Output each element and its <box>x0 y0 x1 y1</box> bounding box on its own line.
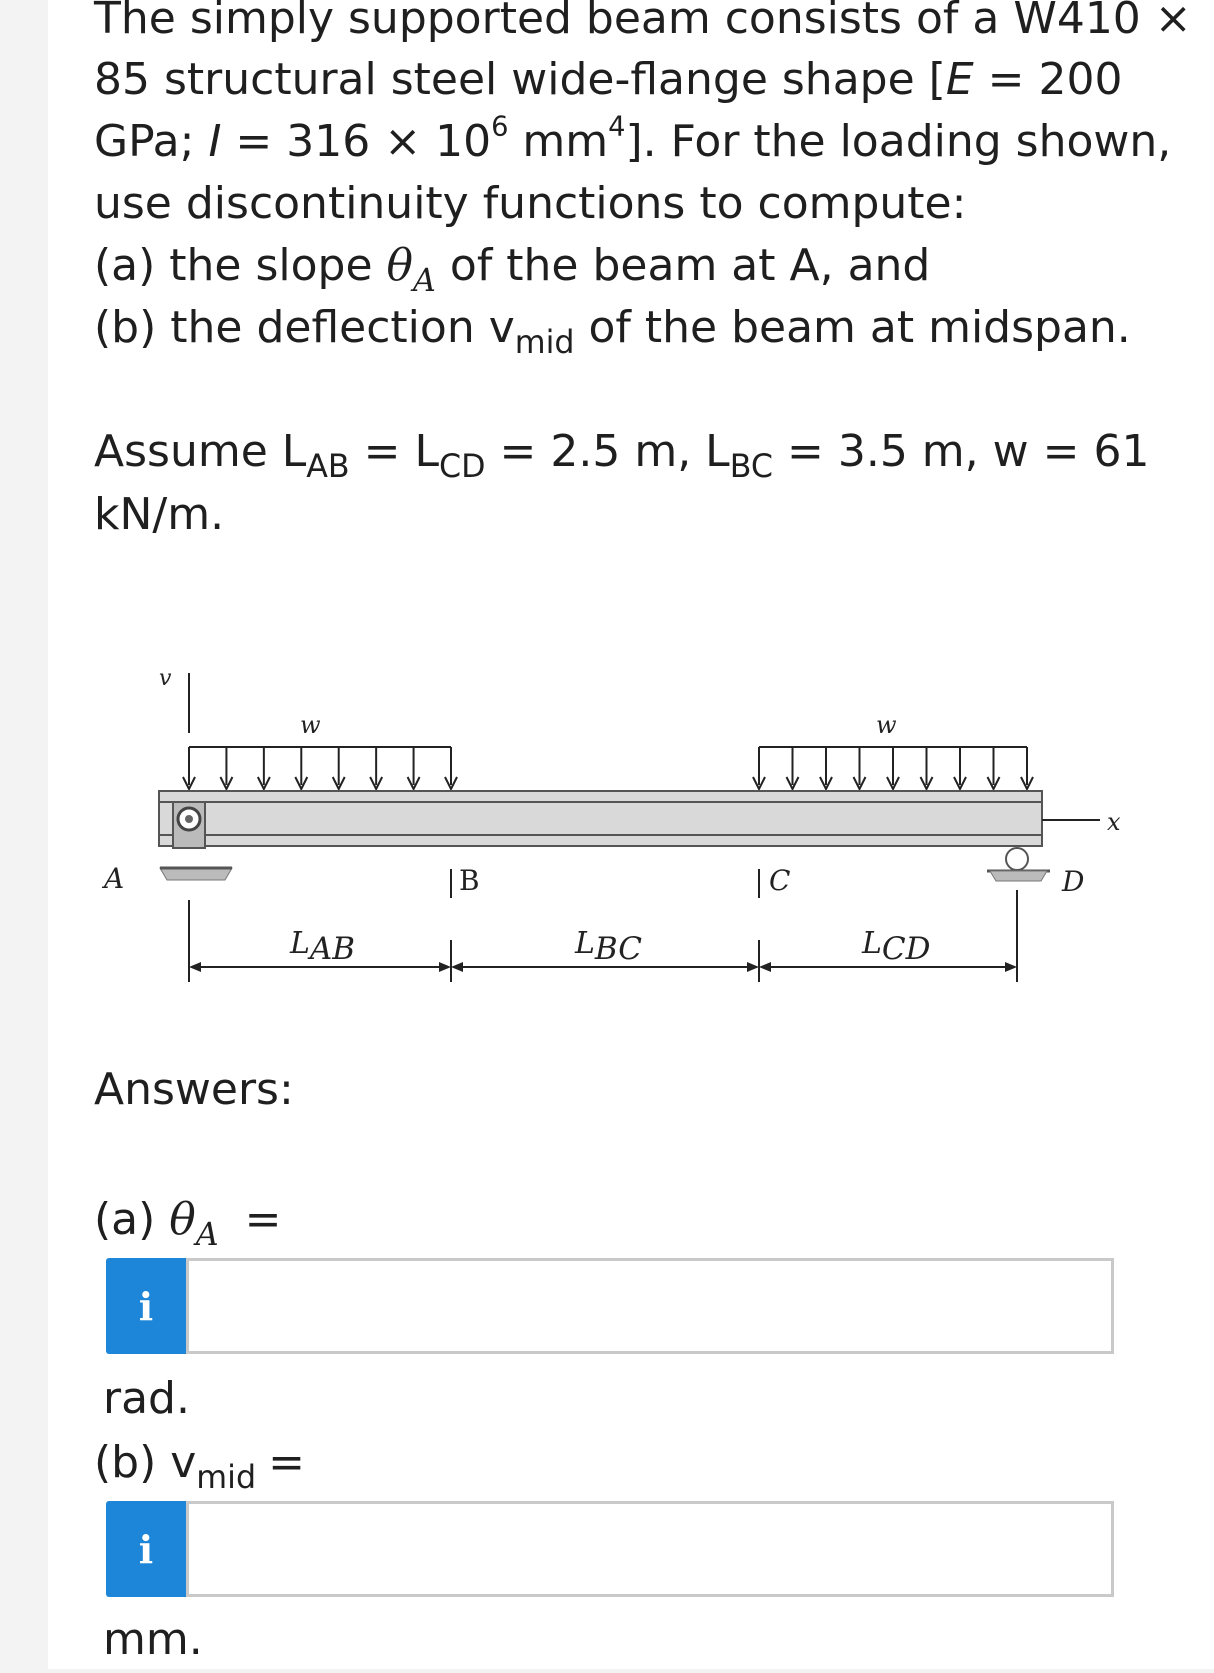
problem-line-2: 85 structural steel wide-flange shape [E = 200 <box>94 54 1123 105</box>
v-label: v <box>159 666 172 691</box>
problem-line-3: GPa; $I = 316 \times 10^6$ $mm^4$]. For the loading shown, <box>94 111 1172 167</box>
answer-b-unit: mm. <box>103 1614 203 1665</box>
dimension-lines <box>189 890 1017 982</box>
dim-label-lbc: LBC <box>575 926 642 967</box>
point-b-marker <box>451 864 480 898</box>
dim-label-lab: LAB <box>290 926 356 967</box>
problem-part-b: (b) the deflection $v_{mid}$ of the beam at midspan. <box>94 302 1131 362</box>
answer-b-row <box>106 1501 1114 1597</box>
x-label: x <box>1107 808 1121 836</box>
info-icon: i <box>138 1526 154 1572</box>
support-label-d: D <box>1062 865 1085 898</box>
answer-a-row <box>106 1258 1114 1354</box>
x-axis <box>1042 808 1121 836</box>
answers-heading: Answers: <box>94 1064 294 1115</box>
info-button-a[interactable] <box>106 1258 186 1354</box>
answer-b-input[interactable] <box>186 1501 1114 1597</box>
assumption-line-1: Assume $L_{AB} = L_{CD} = 2.5$ m, $L_{BC} = 3.5$ m, w = 61 <box>94 426 1150 486</box>
problem-line-1: The simply supported beam consists of a W410 × <box>94 0 1192 44</box>
answer-a-unit: rad. <box>103 1373 190 1424</box>
info-icon: i <box>138 1283 154 1329</box>
roller-support-d <box>987 848 1084 898</box>
problem-line-4: use discontinuity functions to compute: <box>94 178 967 229</box>
load-w-label-1: w <box>300 711 321 739</box>
problem-part-a: (a) the slope $\theta_A$ of the beam at A, and <box>94 240 931 300</box>
answer-a-input[interactable] <box>186 1258 1114 1354</box>
point-c-marker <box>759 864 790 898</box>
dim-label-lcd: LCD <box>862 926 931 967</box>
point-label-b: B <box>459 864 480 897</box>
answer-a-label: (a) $\theta_A$ = <box>94 1194 282 1254</box>
assumption-line-2: kN/m. <box>94 489 225 540</box>
support-label-a: A <box>104 862 125 895</box>
wide-flange-beam <box>159 791 1042 846</box>
distributed-load-ab <box>183 711 457 789</box>
distributed-load-cd <box>753 711 1033 789</box>
load-w-label-2: w <box>876 711 897 739</box>
answer-b-label: (b) $v_{mid}$ = <box>94 1437 305 1497</box>
v-axis <box>159 666 189 733</box>
point-label-c: C <box>769 864 791 897</box>
info-button-b[interactable] <box>106 1501 186 1597</box>
